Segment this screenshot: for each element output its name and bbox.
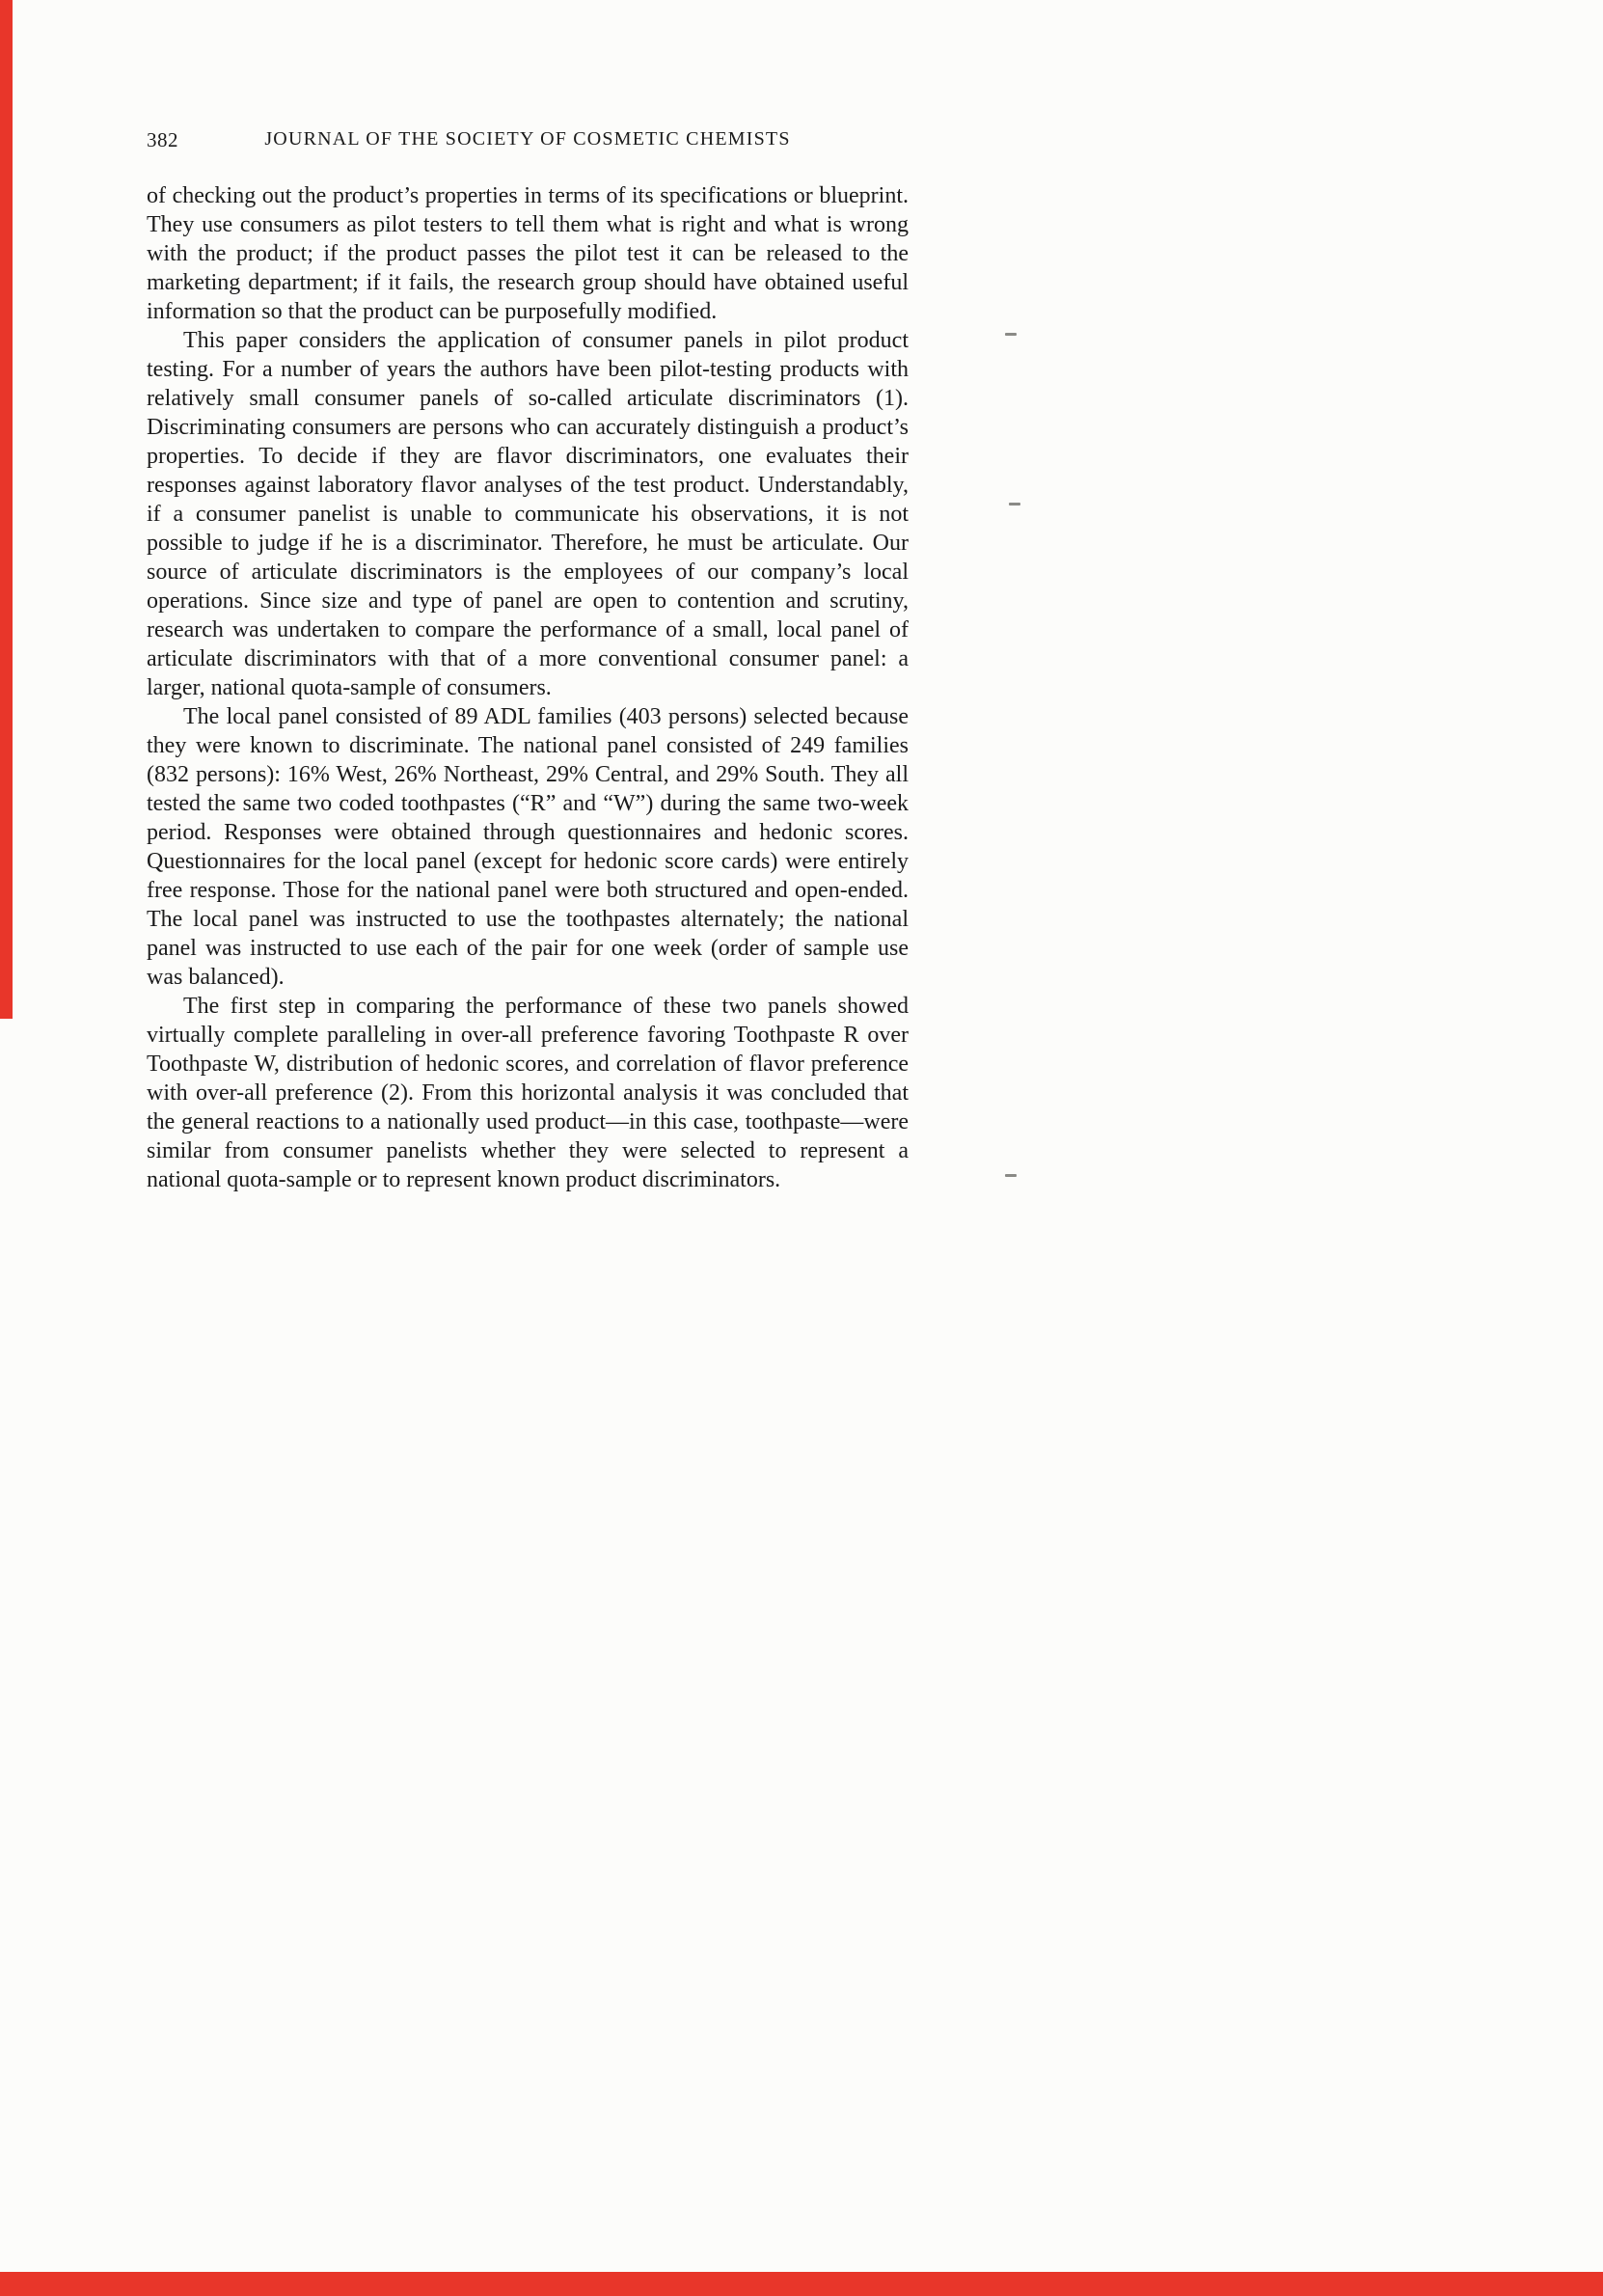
journal-title: JOURNAL OF THE SOCIETY OF COSMETIC CHEMISTS	[264, 128, 791, 150]
paragraph: The first step in comparing the performance of these two panels showed virtually complete paralleling in over-all preference favoring Toothpaste R over Toothpaste W, distribution of hedonic scores, and correlation of flavor preference with over-all preference (2). From this horizontal analysis it was concluded that the general reactions to a nationally used product—in this case, toothpaste—were similar from consumer panelists whether they were selected to represent a national quota-sample or to represent known product discriminators.	[147, 994, 909, 1192]
scan-edge-left-red-strip	[0, 0, 13, 1019]
margin-mark	[1005, 1174, 1017, 1177]
scan-edge-bottom-red-strip	[0, 2272, 1603, 2296]
margin-mark	[1005, 333, 1017, 336]
page-number: 382	[147, 128, 178, 151]
paragraph: The local panel consisted of 89 ADL families (403 persons) selected because they were known to discriminate. The national panel consisted of 249 families (832 persons): 16% West, 26% Northeast, 29% Central, and 29% South. They all tested the same two coded toothpastes (“R” and “W”) during the same two-week period. Responses were obtained through questionnaires and hedonic scores. Questionnaires for the local panel (except for hedonic score cards) were entirely free response. Those for the national panel were both structured and open-ended. The local panel was instructed to use the toothpastes alternately; the national panel was instructed to use each of the pair for one week (order of sample use was balanced).	[147, 704, 909, 990]
paragraph: of checking out the product’s properties in terms of its specifications or blueprint. They use consumers as pilot testers to tell them what is right and what is wrong with the product; if the product passes the pilot test it can be released to the marketing department; if it fails, the research group should have obtained useful information so that the product can be purposefully modified.	[147, 183, 909, 324]
margin-mark	[1009, 503, 1020, 506]
paragraph: This paper considers the application of consumer panels in pilot product testing. For a number of years the authors have been pilot-testing products with relatively small consumer panels of so-called articulate discriminators (1). Discriminating consumers are persons who can accurately distinguish a product’s properties. To decide if they are flavor discriminators, one evaluates their responses against laboratory flavor analyses of the test product. Understandably, if a consumer panelist is unable to communicate his observations, it is not possible to judge if he is a discriminator. Therefore, he must be articulate. Our source of articulate discriminators is the employees of our company’s local operations. Since size and type of panel are open to contention and scrutiny, research was undertaken to compare the performance of a small, local panel of articulate discriminators with that of a more conventional consumer panel: a larger, national quota-sample of consumers.	[147, 328, 909, 700]
page-header	[147, 128, 909, 157]
article-body	[147, 181, 909, 1194]
